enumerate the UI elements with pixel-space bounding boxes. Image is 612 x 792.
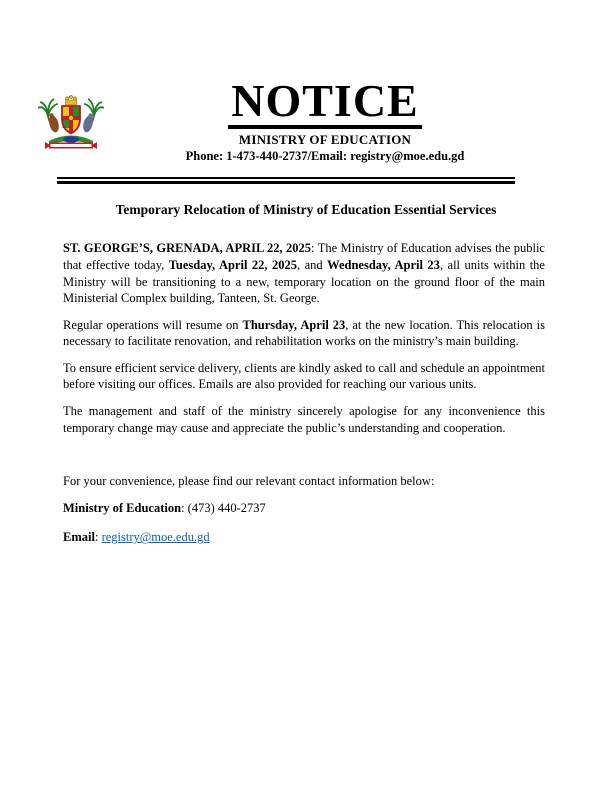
letterhead: [38, 0, 612, 164]
document-body: [0, 218, 612, 546]
paragraph-announcement: ST. GEORGE’S, GRENADA, APRIL 22, 2025: The Ministry of Education advises the public that effective today, Tuesday, April 22, 2025, and Wednesday, April 23, all units within the Ministry will be transitioning to a new, temporary location on the ground floor of the main Ministerial Complex building, Tanteen, St. George.: [63, 241, 545, 306]
document-title: Temporary Relocation of Ministry of Education Essential Services: [115, 202, 497, 218]
email-address-link[interactable]: registry@moe.edu.gd: [101, 530, 210, 545]
paragraph-resume-operations: Regular operations will resume on Thursday, April 23, at the new location. This relocation is necessary to facilitate renovation, and rehabilitation works on the ministry’s main building.: [63, 317, 545, 349]
dateline-text: ST. GEORGE’S, GRENADA, APRIL 22, 2025: [63, 241, 312, 256]
paragraph-convenience: For your convenience, please find our relevant contact information below:: [63, 474, 435, 489]
header-contact-line: Phone: 1-473-440-2737/Email: registry@moe.edu.gd: [185, 149, 465, 164]
contact-email-line: [63, 529, 545, 546]
paragraph-appointments: To ensure efficient service delivery, clients are kindly asked to call and schedule an appointment before visiting our offices. Emails are also provided for reaching our various units.: [63, 360, 545, 392]
email-separator: :: [94, 530, 102, 545]
double-rule-divider: [57, 177, 515, 184]
grenada-coat-of-arms-logo: [38, 92, 104, 152]
ministry-contact-number: : (473) 440-2737: [181, 500, 266, 515]
ministry-contact-label: Ministry of Education: [63, 500, 182, 515]
notice-heading: NOTICE: [228, 80, 421, 129]
coat-of-arms-icon: [38, 92, 104, 152]
ministry-name: MINISTRY OF EDUCATION: [238, 132, 412, 148]
paragraph-apology: The management and staff of the ministry sincerely apologise for any inconvenience this temporary change may cause and appreciate the public’s understanding and cooperation.: [63, 404, 545, 435]
email-label: Email: [63, 530, 95, 545]
contact-phone-line: [63, 500, 545, 517]
